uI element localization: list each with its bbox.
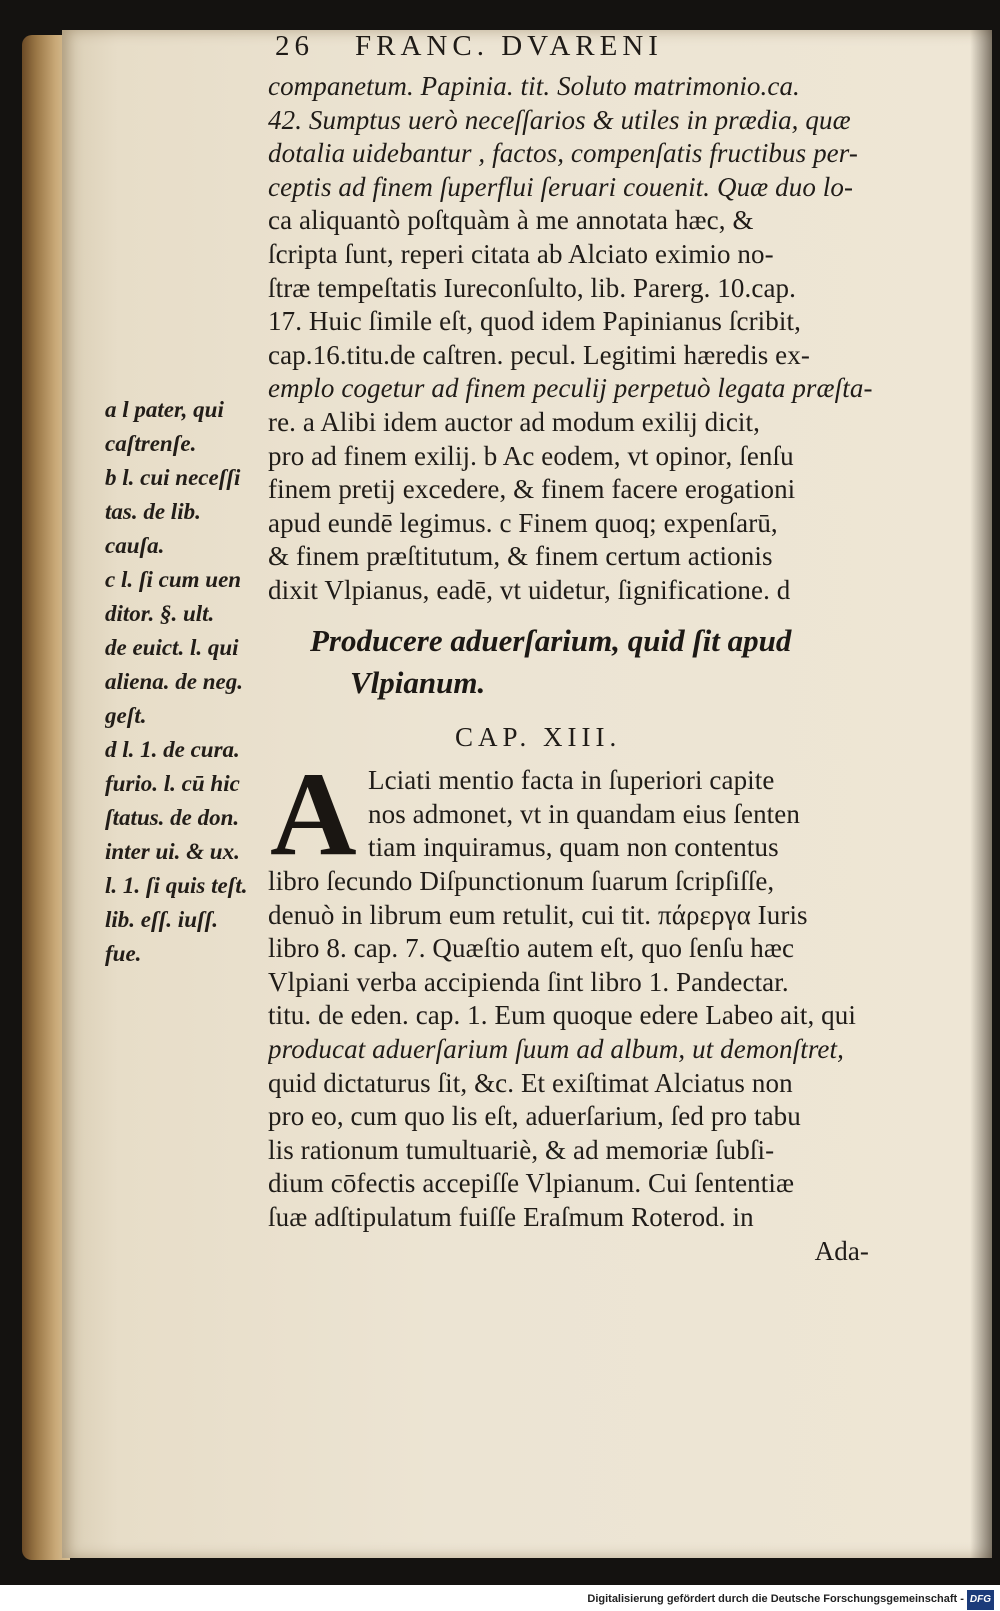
- text-line: ceptis ad finem ſuperflui ſeruari couenit. Quæ duo lo-: [268, 171, 854, 202]
- margin-note-line: cauſa.: [105, 533, 165, 558]
- margin-note-line: geſt.: [105, 703, 147, 728]
- margin-note-line: caſtrenſe.: [105, 431, 197, 456]
- digitization-credit-text: Digitalisierung gefördert durch die Deutsche Forschungsgemeinschaft -: [587, 1593, 964, 1605]
- text-line: lis rationum tumultuariè, & ad memoriæ ſubſi-: [268, 1134, 775, 1165]
- text-line: apud eundē legimus. c Finem quoq; expenſarū,: [268, 507, 778, 538]
- margin-note-line: aliena. de neg.: [105, 669, 243, 694]
- margin-note-line: de euict. l. qui: [105, 635, 239, 660]
- page-header: [275, 30, 855, 68]
- text-line: dixit Vlpianus, eadē, vt uidetur, ſignificatione. d: [268, 574, 791, 605]
- text-line: libro 8. cap. 7. Quæſtio autem eſt, quo ſenſu hæc: [268, 933, 795, 964]
- margin-note-line: furio. l. cū hic: [105, 771, 240, 796]
- page-gutter-shadow: [970, 30, 992, 1558]
- text-line: pro eo, cum quo lis eſt, aduerſarium, ſed pro tabu: [268, 1101, 801, 1132]
- text-line: re. a Alibi idem auctor ad modum exilij dicit,: [268, 406, 760, 437]
- margin-note-line: b l. cui neceſſi: [105, 465, 241, 490]
- margin-note-line: tas. de lib.: [105, 499, 201, 524]
- text-line: denuò in librum eum retulit, cui tit. πάρεργα Iuris: [268, 899, 808, 930]
- text-line: ca aliquantò poſtquàm à me annotata hæc, &: [268, 205, 754, 236]
- text-line: cap.16.titu.de caſtren. pecul. Legitimi hæredis ex-: [268, 339, 810, 370]
- margin-note-line: d l. 1. de cura.: [105, 737, 240, 762]
- text-line: pro ad finem exilij. b Ac eodem, vt opinor, ſenſu: [268, 440, 794, 471]
- chapter-label: CAP. XIII.: [455, 722, 622, 752]
- margin-note-line: l. 1. ſi quis teſt.: [105, 873, 248, 898]
- margin-note-line: fue.: [105, 941, 142, 966]
- text-line: libro ſecundo Diſpunctionum ſuarum ſcripſiſſe,: [268, 866, 775, 896]
- text-line: titu. de eden. cap. 1. Eum quoque edere Labeo ait, qui: [268, 1000, 856, 1031]
- catchword: Ada-: [814, 1235, 869, 1266]
- text-line: quid dictaturus ſit, &c. Et exiſtimat Alciatus non: [268, 1067, 793, 1098]
- drop-initial: A: [270, 747, 357, 880]
- section-heading-line: Vlpianum.: [350, 665, 486, 700]
- section-heading-line: Producere aduerſarium, quid ſit apud: [310, 623, 792, 658]
- margin-note-line: inter ui. & ux.: [105, 839, 240, 864]
- running-head: FRANC. DVARENI: [355, 30, 663, 62]
- paragraph-2-indented: [368, 764, 878, 865]
- text-line: & finem præſtitutum, & finem certum actionis: [268, 541, 773, 572]
- paragraph-2: [268, 865, 873, 1268]
- paragraph-1: [268, 70, 873, 608]
- margin-note-line: c l. ſi cum uen: [105, 567, 242, 592]
- text-line: dium cōfectis accepiſſe Vlpianum. Cui ſententiæ: [268, 1168, 795, 1199]
- margin-note-line: ditor. §. ult.: [105, 601, 215, 626]
- text-line: emplo cogetur ad finem peculij perpetuò legata præſta-: [268, 373, 873, 404]
- text-line: producat aduerſarium ſuum ad album, ut demonſtret,: [268, 1033, 844, 1064]
- text-line: nos admonet, vt in quandam eius ſenten: [368, 798, 800, 829]
- dfg-logo: DFG: [967, 1590, 994, 1610]
- text-line: 17. Huic ſimile eſt, quod idem Papinianus ſcribit,: [268, 306, 801, 337]
- digitization-credit: [587, 1589, 994, 1609]
- text-line: Lciati mentio facta in ſuperiori capite: [368, 765, 775, 795]
- margin-note-line: lib. eſſ. iuſſ.: [105, 907, 219, 932]
- margin-notes: [105, 393, 265, 971]
- text-line: ſcripta ſunt, reperi citata ab Alciato eximio no-: [268, 238, 774, 269]
- text-line: 42. Sumptus uerò neceſſarios & utiles in prædia, quæ: [268, 104, 851, 135]
- text-line: companetum. Papinia. tit. Soluto matrimonio.ca.: [268, 71, 800, 101]
- margin-note-line: ſtatus. de don.: [105, 805, 240, 830]
- text-line: finem pretij excedere, & finem facere erogationi: [268, 474, 796, 505]
- margin-note-line: a l pater, qui: [105, 397, 224, 422]
- page-number: 26: [275, 30, 314, 62]
- text-line: Vlpiani verba accipienda ſint libro 1. Pandectar.: [268, 966, 789, 997]
- text-line: ſtræ tempeſtatis Iureconſulto, lib. Parerg. 10.cap.: [268, 272, 796, 303]
- section-heading: [310, 620, 870, 704]
- text-line: ſuæ adſtipulatum fuiſſe Eraſmum Roterod. in: [268, 1201, 754, 1232]
- text-line: tiam inquiramus, quam non contentus: [368, 832, 779, 863]
- text-line: dotalia uidebantur , factos, compenſatis fructibus per-: [268, 138, 858, 169]
